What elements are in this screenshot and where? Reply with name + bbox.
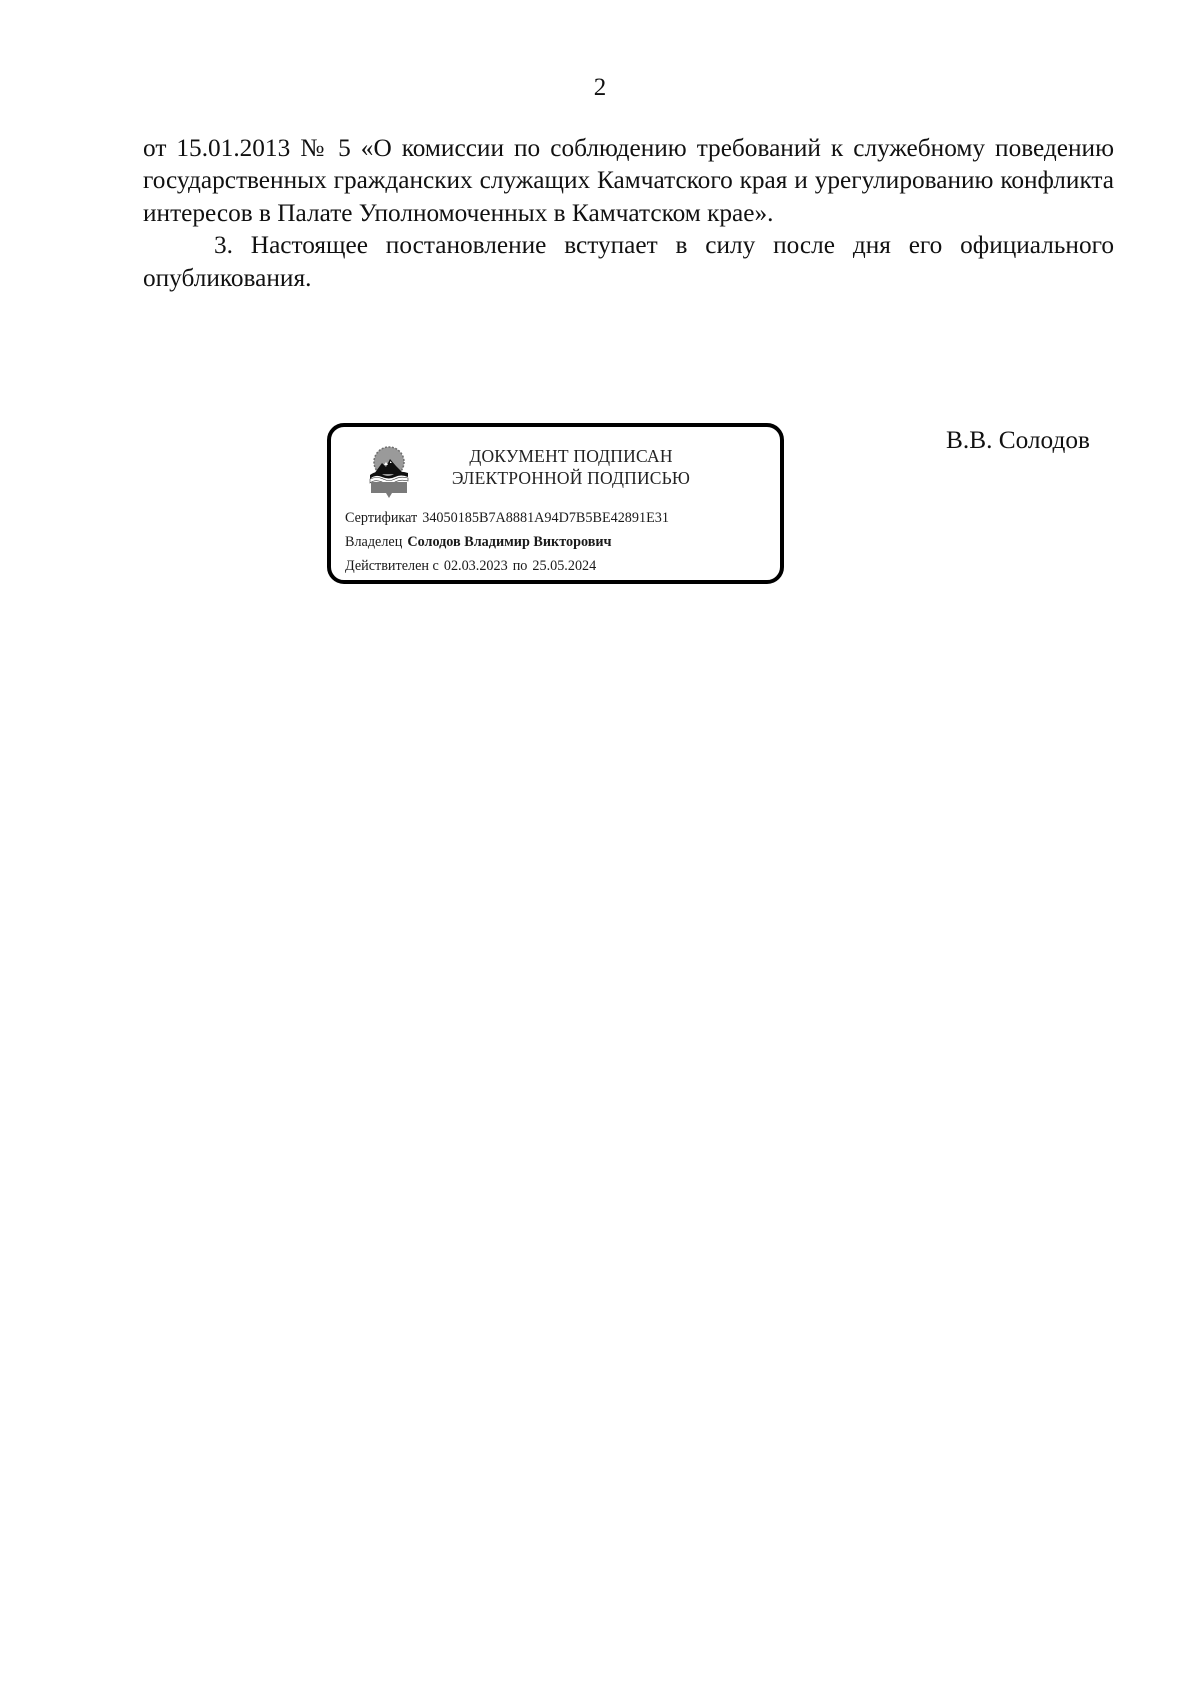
valid-to: 25.05.2024 [532, 558, 597, 574]
signer-name: В.В. Солодов [946, 426, 1090, 454]
paragraph-effective-date: 3. Настоящее постановление вступает в силу после дня его официального опубликования. [143, 231, 1114, 292]
stamp-title [421, 445, 721, 489]
valid-to-label: по [512, 558, 528, 574]
certificate-label: Сертификат [345, 510, 418, 526]
stamp-owner-row [345, 533, 612, 551]
document-body [143, 132, 1114, 294]
valid-label: Действителен с [345, 558, 439, 574]
owner-label: Владелец [345, 534, 403, 550]
stamp-title-line-2: ЭЛЕКТРОННОЙ ПОДПИСЬЮ [451, 468, 691, 488]
page-number: 2 [593, 74, 607, 101]
stamp-validity-row [345, 557, 596, 575]
paragraph-decree-reference: от 15.01.2013 № 5 «О комиссии по соблюдению требований к служебному поведению государственных гражданских служащих Камчатского края и урегулированию конфликта интересов в Палате Уполномоченных в Камчатском крае». [143, 134, 1114, 227]
valid-from: 02.03.2023 [443, 558, 508, 574]
stamp-title-line-1: ДОКУМЕНТ ПОДПИСАН [469, 446, 673, 466]
certificate-value: 34050185B7A8881A94D7B5BE42891E31 [422, 510, 669, 526]
owner-value: Солодов Владимир Викторович [407, 534, 612, 550]
electronic-signature-stamp [327, 423, 784, 584]
kamchatka-coat-of-arms-icon [368, 445, 410, 499]
stamp-certificate-row [345, 509, 669, 527]
